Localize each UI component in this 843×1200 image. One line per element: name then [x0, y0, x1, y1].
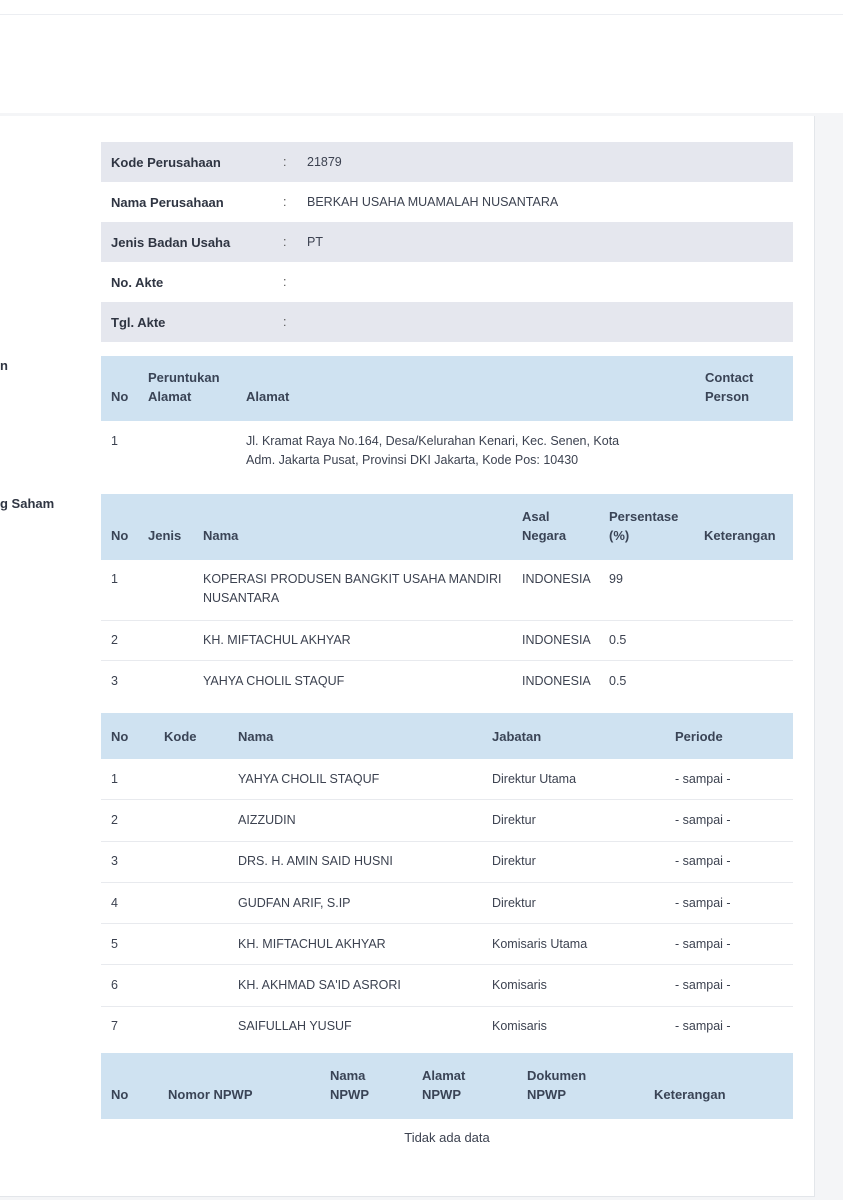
cell-asal-negara: INDONESIA — [522, 674, 591, 688]
info-label: Jenis Badan Usaha — [111, 234, 231, 250]
cell-jenis — [138, 672, 193, 701]
top-bar — [0, 0, 843, 113]
name-line: KOPERASI PRODUSEN BANGKIT USAHA MANDIRI — [203, 572, 502, 586]
info-colon: : — [283, 235, 287, 249]
address-table — [101, 356, 793, 483]
top-divider — [0, 14, 843, 15]
cell-persentase: 0.5 — [609, 633, 627, 647]
col-header-contact — [695, 368, 793, 421]
table-row — [101, 883, 793, 924]
col-header-peruntukan — [138, 368, 236, 421]
cell-jabatan: Komisaris Utama — [492, 936, 588, 951]
cell-nama: YAHYA CHOLIL STAQUF — [203, 674, 345, 688]
cell-nama: YAHYA CHOLIL STAQUF — [238, 771, 380, 786]
cell-jabatan: Direktur — [492, 854, 536, 869]
cell-no: 1 — [111, 434, 118, 448]
cell-persentase: 99 — [609, 572, 623, 586]
cell-no: 2 — [111, 812, 118, 827]
header-line: Contact — [705, 370, 754, 385]
info-label: Kode Perusahaan — [111, 154, 221, 170]
col-header-asal-negara — [512, 507, 599, 560]
cell-periode: - sampai - — [675, 936, 731, 951]
col-header-no: No — [111, 728, 129, 744]
cell-nama: DRS. H. AMIN SAID HUSNI — [238, 854, 393, 869]
cell-alamat — [236, 432, 695, 483]
cell-jabatan: Direktur — [492, 812, 536, 827]
header-line: Negara — [522, 528, 567, 543]
cell-jenis — [138, 570, 193, 620]
cell-nama: SAIFULLAH YUSUF — [238, 1019, 352, 1034]
cell-jenis — [138, 631, 193, 660]
table-header — [101, 713, 793, 759]
section-label-alamat: n — [0, 358, 8, 373]
col-header-alamat: Alamat — [246, 389, 290, 404]
col-header-kode: Kode — [164, 728, 197, 744]
cell-periode: - sampai - — [675, 978, 731, 993]
cell-nama — [193, 570, 512, 620]
table-row — [101, 800, 793, 841]
cell-no: 4 — [111, 895, 118, 910]
info-label: Tgl. Akte — [111, 314, 166, 330]
table-row — [101, 621, 793, 661]
table-row — [101, 1007, 793, 1047]
header-line: Alamat — [148, 389, 192, 404]
cell-no: 1 — [111, 771, 118, 786]
col-header-periode: Periode — [675, 728, 723, 744]
header-line: Peruntukan — [148, 370, 220, 385]
info-colon: : — [283, 155, 287, 169]
info-row-tgl-akte — [101, 302, 793, 342]
info-row-kode — [101, 142, 793, 182]
col-header-nama: Nama — [238, 728, 274, 744]
cell-no: 1 — [111, 572, 118, 586]
table-row — [101, 421, 793, 483]
header-line: Persentase — [609, 509, 679, 524]
npwp-table — [101, 1053, 793, 1145]
table-row — [101, 661, 793, 701]
header-line: NPWP — [422, 1087, 461, 1102]
cell-asal-negara: INDONESIA — [522, 633, 591, 647]
cell-periode: - sampai - — [675, 812, 731, 827]
address-line: Jl. Kramat Raya No.164, Desa/Kelurahan Kenari, Kec. Senen, Kota — [246, 434, 620, 448]
cell-nama: AIZZUDIN — [238, 812, 296, 827]
table-row — [101, 560, 793, 621]
cell-no: 6 — [111, 978, 118, 993]
cell-periode: - sampai - — [675, 771, 731, 786]
info-row-nama — [101, 182, 793, 222]
officer-table — [101, 713, 793, 1047]
info-colon: : — [283, 275, 287, 289]
col-header-nomor-npwp: Nomor NPWP — [168, 1087, 253, 1102]
info-value: BERKAH USAHA MUAMALAH NUSANTARA — [307, 195, 559, 209]
cell-persentase: 0.5 — [609, 674, 627, 688]
cell-jabatan: Direktur — [492, 895, 536, 910]
shareholder-table — [101, 494, 793, 701]
cell-periode: - sampai - — [675, 854, 731, 869]
cell-asal-negara: INDONESIA — [522, 572, 591, 586]
cell-nama: KH. MIFTACHUL AKHYAR — [238, 936, 386, 951]
col-header-persentase — [599, 507, 694, 560]
col-header-no: No — [111, 1087, 129, 1102]
cell-jabatan: Komisaris — [492, 978, 547, 993]
cell-nama: KH. AKHMAD SA'ID ASRORI — [238, 978, 401, 993]
table-row — [101, 924, 793, 965]
header-line: Dokumen — [527, 1068, 587, 1083]
table-header — [101, 356, 793, 421]
cell-no: 3 — [111, 854, 118, 869]
name-line: NUSANTARA — [203, 591, 280, 605]
cell-no: 7 — [111, 1019, 118, 1034]
info-label: Nama Perusahaan — [111, 194, 224, 210]
cell-keterangan — [694, 570, 793, 620]
table-header — [101, 494, 793, 560]
info-label: No. Akte — [111, 274, 164, 290]
cell-no: 5 — [111, 936, 118, 951]
table-row — [101, 759, 793, 800]
cell-nama: GUDFAN ARIF, S.IP — [238, 895, 351, 910]
table-row — [101, 842, 793, 883]
header-line: Alamat — [422, 1068, 466, 1083]
info-colon: : — [283, 195, 287, 209]
table-row — [101, 965, 793, 1006]
col-header-nama: Nama — [203, 528, 239, 543]
cell-jabatan: Direktur Utama — [492, 771, 577, 786]
company-info-table — [101, 142, 793, 342]
col-header-jabatan: Jabatan — [492, 728, 542, 744]
info-row-jenis — [101, 222, 793, 262]
col-header-no: No — [111, 528, 129, 543]
info-value: PT — [307, 235, 323, 249]
cell-nama: KH. MIFTACHUL AKHYAR — [203, 633, 351, 647]
empty-state-message: Tidak ada data — [404, 1130, 490, 1145]
info-value: 21879 — [307, 155, 342, 169]
cell-no: 3 — [111, 674, 118, 688]
col-header-dokumen-npwp — [517, 1066, 644, 1119]
info-colon: : — [283, 315, 287, 329]
cell-peruntukan — [138, 432, 236, 483]
section-label-pemegang-saham: g Saham — [0, 496, 55, 511]
cell-keterangan — [694, 672, 793, 701]
cell-periode: - sampai - — [675, 1019, 731, 1034]
header-line: (%) — [609, 528, 630, 543]
cell-keterangan — [694, 631, 793, 660]
cell-jabatan: Komisaris — [492, 1019, 547, 1034]
address-line: Adm. Jakarta Pusat, Provinsi DKI Jakarta, Kode Pos: 10430 — [246, 453, 579, 467]
header-line: NPWP — [527, 1087, 566, 1102]
col-header-keterangan: Keterangan — [704, 528, 776, 543]
header-line: Asal — [522, 509, 550, 524]
col-header-alamat-npwp — [412, 1066, 517, 1119]
officer-rows — [101, 759, 793, 1047]
col-header-jenis: Jenis — [148, 528, 182, 543]
cell-periode: - sampai - — [675, 895, 731, 910]
col-header-no: No — [111, 389, 129, 404]
header-line: Nama — [330, 1068, 366, 1083]
col-header-nama-npwp — [320, 1066, 412, 1119]
cell-contact — [695, 432, 793, 483]
info-row-no-akte — [101, 262, 793, 302]
header-line: Person — [705, 389, 750, 404]
col-header-keterangan: Keterangan — [654, 1087, 726, 1102]
cell-no: 2 — [111, 633, 118, 647]
table-header — [101, 1053, 793, 1119]
header-line: NPWP — [330, 1087, 369, 1102]
